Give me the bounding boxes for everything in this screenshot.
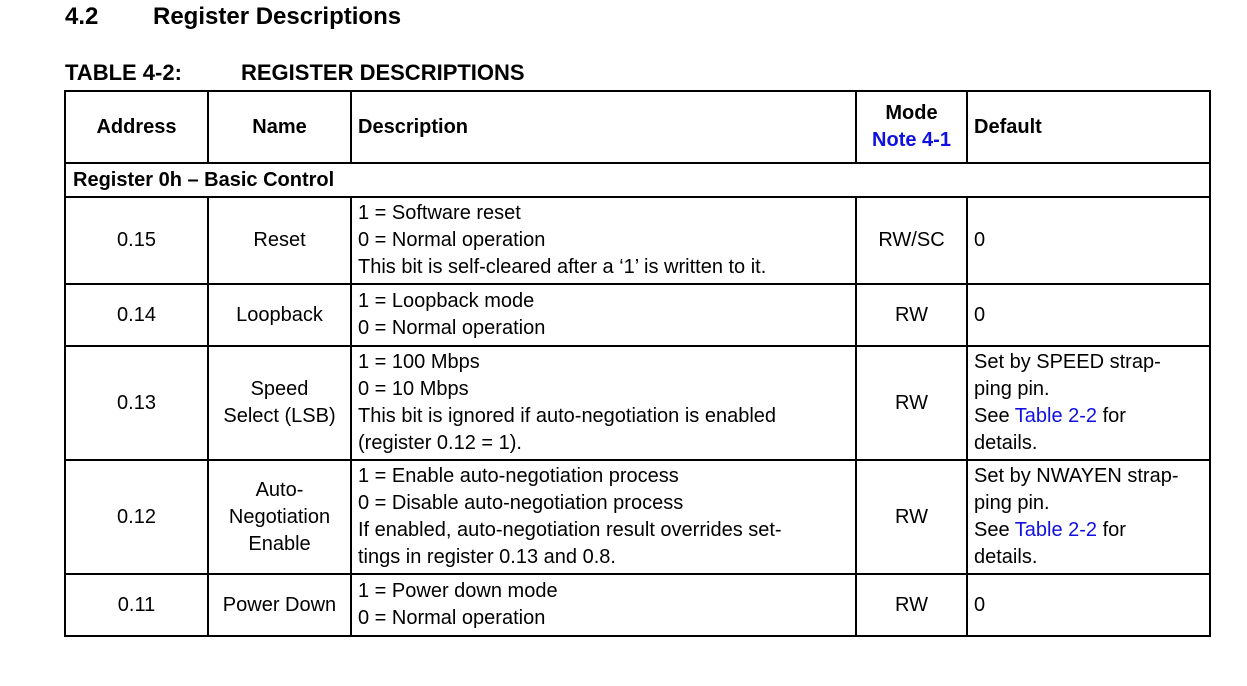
default-line: ping pin.	[974, 378, 1050, 400]
table-caption-title: REGISTER DESCRIPTIONS	[241, 60, 525, 85]
default-line: details.	[974, 546, 1038, 568]
see-text: See	[974, 519, 1015, 541]
description-line: tings in register 0.13 and 0.8.	[358, 546, 616, 568]
default-see-line	[974, 403, 1203, 430]
header-address: Address	[65, 91, 208, 163]
register-description	[351, 574, 856, 636]
register-default	[967, 197, 1210, 284]
table-caption-label: TABLE 4-2:	[65, 60, 182, 85]
register-mode: RW	[856, 346, 967, 460]
register-name-line: Reset	[253, 229, 306, 251]
register-description	[351, 460, 856, 574]
register-address: 0.15	[65, 197, 208, 284]
register-name	[208, 197, 351, 284]
table-2-2-link[interactable]: Table 2-2	[1014, 519, 1098, 541]
for-text: for	[1097, 405, 1126, 427]
default-line: details.	[974, 432, 1038, 454]
default-line: Set by SPEED strap-	[974, 351, 1161, 373]
header-mode	[856, 91, 967, 163]
description-line: 1 = Power down mode	[358, 580, 558, 602]
register-default	[967, 284, 1210, 346]
register-description	[351, 284, 856, 346]
register-name-line: Loopback	[236, 303, 323, 326]
register-mode: RW	[856, 460, 967, 574]
register-table	[64, 90, 1211, 637]
description-line: 1 = 100 Mbps	[358, 351, 480, 373]
section-number: 4.2	[65, 3, 99, 30]
section-title: Register Descriptions	[153, 3, 402, 30]
default-line: 0	[974, 593, 986, 616]
register-name-line: Negotiation	[228, 505, 331, 528]
default-line: 0	[974, 229, 986, 251]
header-name: Name	[208, 91, 351, 163]
description-line: If enabled, auto-negotiation result overrides set-	[358, 519, 782, 541]
default-line: Set by NWAYEN strap-	[974, 465, 1179, 487]
table-header-row	[65, 91, 1210, 163]
register-address: 0.13	[65, 346, 208, 460]
description-line: 0 = Disable auto-negotiation process	[358, 492, 684, 514]
register-mode: RW/SC	[856, 197, 967, 284]
register-description	[351, 346, 856, 460]
header-mode-label: Mode	[885, 102, 938, 124]
register-default	[967, 460, 1210, 574]
table-row	[65, 460, 1210, 574]
register-name	[208, 574, 351, 636]
table-row	[65, 574, 1210, 636]
register-name	[208, 284, 351, 346]
description-line: 1 = Software reset	[358, 202, 521, 224]
description-line: (register 0.12 = 1).	[358, 432, 522, 454]
register-name-line: Power Down	[222, 593, 337, 616]
description-line: 1 = Loopback mode	[358, 290, 535, 312]
description-line: This bit is self-cleared after a ‘1’ is written to it.	[358, 256, 767, 278]
description-line: 0 = 10 Mbps	[358, 378, 469, 400]
description-line: 0 = Normal operation	[358, 607, 546, 629]
section-heading	[65, 2, 401, 32]
see-text: See	[974, 405, 1015, 427]
default-line: 0	[974, 303, 986, 326]
register-name-line: Speed	[250, 378, 309, 400]
table-row	[65, 346, 1210, 460]
table-caption	[65, 59, 525, 87]
register-group-row	[65, 163, 1210, 197]
default-line: ping pin.	[974, 492, 1050, 514]
description-line: This bit is ignored if auto-negotiation is enabled	[358, 405, 777, 427]
table-row	[65, 197, 1210, 284]
description-line: 1 = Enable auto-negotiation process	[358, 465, 679, 487]
register-description	[351, 197, 856, 284]
register-address: 0.11	[65, 574, 208, 636]
description-line: 0 = Normal operation	[358, 317, 546, 339]
register-name-line: Select (LSB)	[223, 405, 336, 427]
register-name	[208, 346, 351, 460]
register-name-line: Enable	[248, 532, 311, 555]
register-default	[967, 346, 1210, 460]
register-name-line: Auto-	[255, 478, 304, 501]
note-4-1-link[interactable]: Note 4-1	[872, 129, 951, 151]
header-default: Default	[967, 91, 1210, 163]
register-mode: RW	[856, 284, 967, 346]
header-description: Description	[351, 91, 856, 163]
for-text: for	[1097, 519, 1126, 541]
register-address: 0.12	[65, 460, 208, 574]
description-line: 0 = Normal operation	[358, 229, 546, 251]
table-row	[65, 284, 1210, 346]
register-name	[208, 460, 351, 574]
register-default	[967, 574, 1210, 636]
register-address: 0.14	[65, 284, 208, 346]
default-see-line	[974, 517, 1203, 544]
register-group-title: Register 0h – Basic Control	[65, 163, 1210, 197]
table-2-2-link[interactable]: Table 2-2	[1014, 405, 1098, 427]
register-mode: RW	[856, 574, 967, 636]
